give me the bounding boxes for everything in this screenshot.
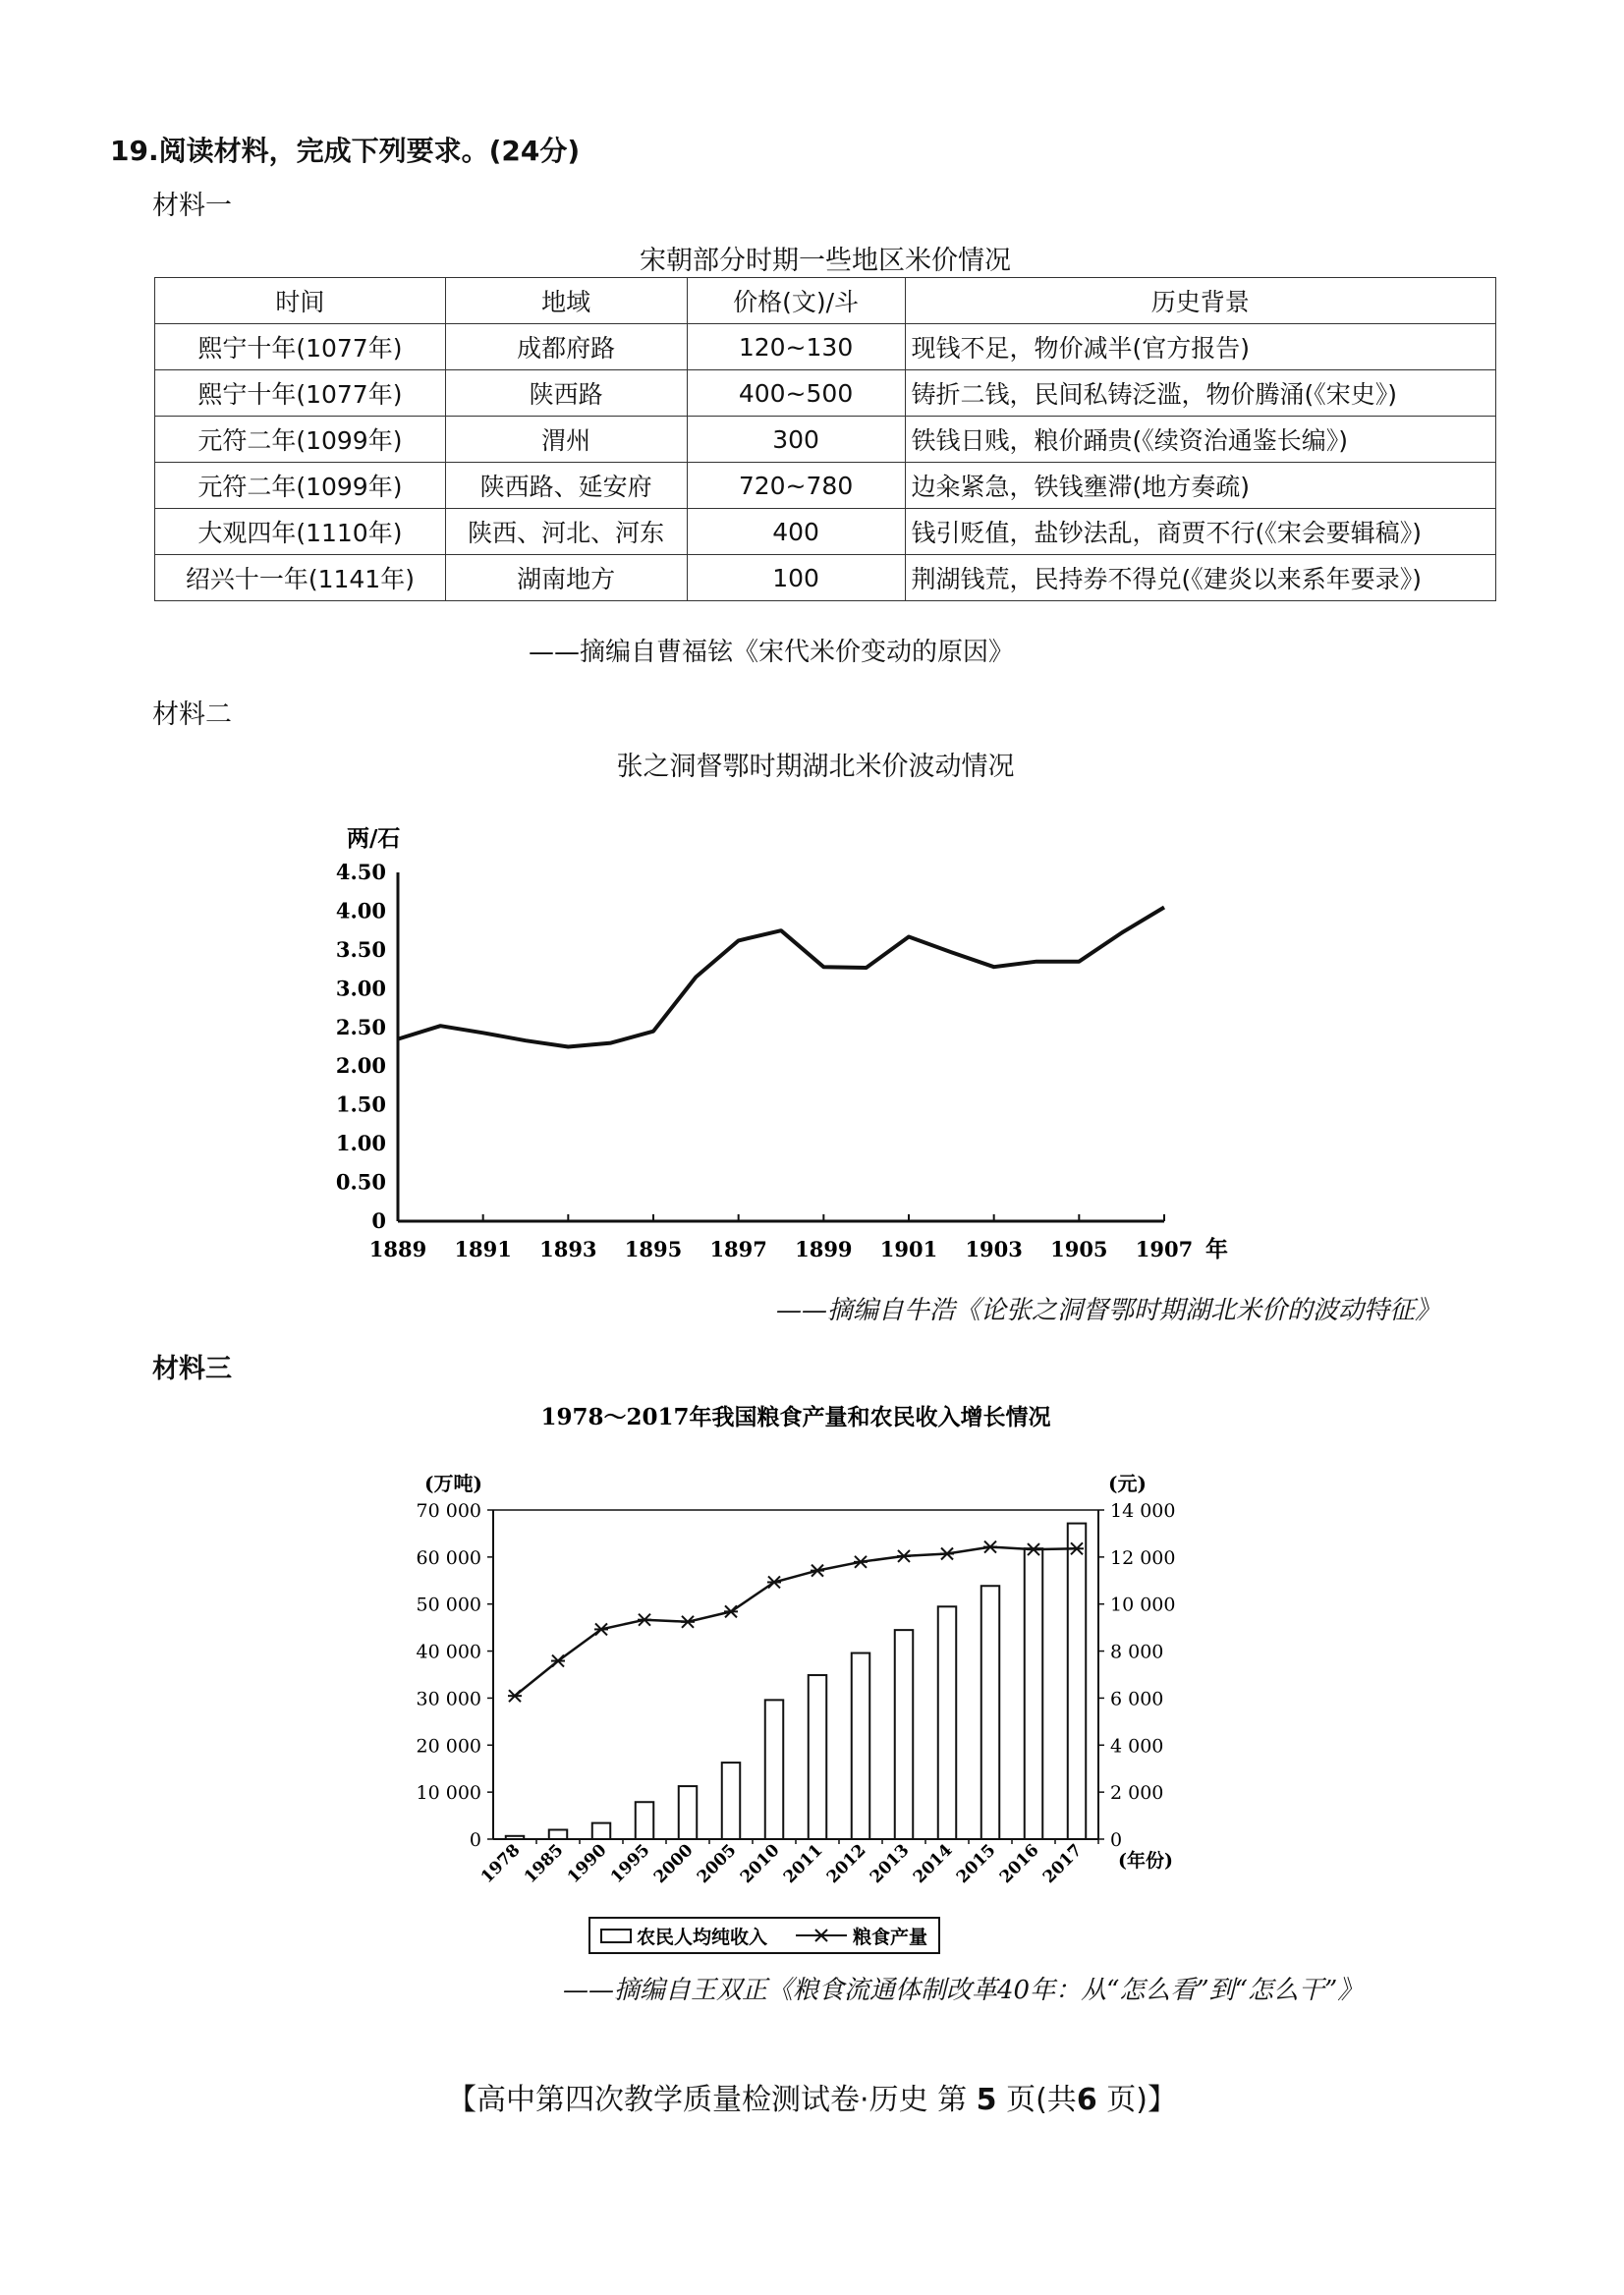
x-tick-label: 1889: [368, 1237, 427, 1261]
x-tick-label: 1891: [454, 1237, 512, 1261]
income-bar: [1068, 1524, 1086, 1839]
left-tick-label: 20 000: [416, 1735, 481, 1758]
grain-output-point: [767, 1576, 781, 1588]
income-bar: [679, 1786, 697, 1839]
footer-text: 页): [1106, 2083, 1148, 2117]
table-cell: 400~500: [687, 370, 905, 417]
x-tick-label: 2010: [736, 1840, 784, 1888]
table-cell: 元符二年(1099年): [155, 417, 446, 463]
table-header: 时间: [155, 278, 446, 324]
left-tick-label: 0: [469, 1829, 481, 1851]
grain-output-point: [508, 1690, 522, 1702]
legend-bar-swatch: [601, 1930, 631, 1942]
x-tick-label: 2015: [952, 1840, 1000, 1888]
income-bar: [506, 1836, 524, 1839]
x-axis-label: (年份): [1118, 1850, 1173, 1872]
grain-income-chart: [413, 1395, 1552, 2004]
right-tick-label: 6 000: [1110, 1688, 1164, 1710]
footer-page-number: 5: [976, 2083, 997, 2117]
x-tick-label: 2013: [866, 1840, 914, 1888]
rice-price-line: [398, 908, 1164, 1047]
income-bar: [938, 1606, 956, 1839]
rice-price-table: [154, 277, 1496, 601]
grain-output-point: [811, 1565, 824, 1577]
table-cell: 元符二年(1099年): [155, 463, 446, 509]
grain-output-point: [681, 1616, 695, 1628]
x-tick-label: 1905: [1050, 1237, 1108, 1261]
y-tick-label: 3.50: [335, 936, 386, 962]
table-header: 地域: [445, 278, 687, 324]
material1-caption: 宋朝部分时期一些地区米价情况: [640, 246, 1011, 276]
footer-text: 页(共: [1006, 2083, 1077, 2117]
table-cell: 钱引贬值，盐钞法乱，商贾不行(《宋会要辑稿》): [905, 509, 1496, 555]
material3-source: ——摘编自王双正《粮食流通体制改革40年：从“怎么看”到“怎么干”》: [563, 1976, 1364, 2005]
table-cell: 100: [687, 555, 905, 601]
material3-label: 材料三: [152, 1354, 232, 1384]
material2-caption: 张之洞督鄂时期湖北米价波动情况: [616, 752, 1015, 782]
income-bar: [549, 1829, 567, 1839]
table-cell: 渭州: [445, 417, 687, 463]
material1-source: ——摘编自曹福铉《宋代米价变动的原因》: [529, 638, 1015, 667]
x-tick-label: 2014: [909, 1840, 957, 1888]
grain-output-point: [983, 1541, 997, 1553]
income-bar: [1025, 1548, 1042, 1839]
x-tick-label: 1978: [476, 1840, 525, 1888]
table-header-row: [155, 278, 1496, 324]
x-tick-label: 1893: [539, 1237, 597, 1261]
table-cell: 现钱不足，物价减半(官方报告): [905, 324, 1496, 370]
left-tick-label: 70 000: [416, 1500, 481, 1522]
right-axis-label: (元): [1108, 1472, 1147, 1495]
x-tick-label: 1995: [606, 1840, 654, 1888]
x-tick-label: 2012: [822, 1840, 870, 1888]
table-cell: 熙宁十年(1077年): [155, 324, 446, 370]
legend-grain-label: 粮食产量: [853, 1927, 928, 1948]
table-header: 价格(文)/斗: [687, 278, 905, 324]
income-bar: [722, 1763, 740, 1839]
question-title: 19.阅读材料，完成下列要求。(24分): [110, 135, 581, 167]
left-tick-label: 40 000: [416, 1641, 481, 1663]
right-tick-label: 4 000: [1110, 1735, 1164, 1758]
grain-output-point: [897, 1550, 911, 1562]
material1-label: 材料一: [152, 191, 232, 221]
x-tick-label: 1901: [879, 1237, 938, 1261]
x-tick-label: 2016: [995, 1840, 1043, 1888]
table-cell: 铸折二钱，民间私铸泛滥，物价腾涌(《宋史》): [905, 370, 1496, 417]
y-tick-label: 4.00: [335, 898, 386, 924]
footer-bracket-open: 【: [447, 2083, 477, 2117]
x-tick-label: 1895: [624, 1237, 683, 1261]
left-tick-label: 10 000: [416, 1782, 481, 1805]
table-cell: 熙宁十年(1077年): [155, 370, 446, 417]
x-tick-label: 2000: [649, 1840, 698, 1888]
right-tick-label: 2 000: [1110, 1782, 1164, 1805]
x-tick-label: 1899: [795, 1237, 853, 1261]
grain-output-point: [551, 1655, 565, 1667]
right-tick-label: 0: [1110, 1829, 1123, 1851]
income-bar: [981, 1586, 999, 1839]
table-row: [155, 463, 1496, 509]
table-cell: 300: [687, 417, 905, 463]
table-cell: 400: [687, 509, 905, 555]
y-tick-label: 0: [371, 1208, 386, 1233]
table-header: 历史背景: [905, 278, 1496, 324]
table-cell: 120~130: [687, 324, 905, 370]
right-tick-label: 10 000: [1110, 1594, 1176, 1616]
income-bar: [809, 1675, 826, 1839]
right-tick-label: 8 000: [1110, 1641, 1164, 1663]
table-row: [155, 370, 1496, 417]
grain-output-point: [940, 1547, 954, 1559]
x-tick-label: 1985: [520, 1840, 568, 1888]
y-tick-label: 2.00: [335, 1053, 386, 1079]
table-row: [155, 509, 1496, 555]
y-tick-label: 2.50: [335, 1014, 386, 1039]
x-tick-label: 2011: [779, 1840, 827, 1888]
income-bar: [852, 1653, 869, 1839]
grain-output-point: [594, 1623, 608, 1635]
legend-income-label: 农民人均纯收入: [637, 1927, 768, 1948]
footer-total-pages: 6: [1076, 2083, 1097, 2117]
left-axis-label: (万吨): [424, 1472, 482, 1495]
table-cell: 铁钱日贱，粮价踊贵(《续资治通鉴长编》): [905, 417, 1496, 463]
table-row: [155, 555, 1496, 601]
y-tick-label: 4.50: [335, 860, 386, 884]
x-tick-label: 1903: [965, 1237, 1023, 1261]
x-tick-label: 1897: [709, 1237, 767, 1261]
income-bar: [765, 1700, 783, 1839]
grain-output-point: [724, 1605, 738, 1617]
table-cell: 陕西路、延安府: [445, 463, 687, 509]
grain-output-point: [638, 1614, 651, 1626]
table-cell: 大观四年(1110年): [155, 509, 446, 555]
income-bar: [636, 1802, 653, 1839]
table-cell: 720~780: [687, 463, 905, 509]
y-axis-label: 两/石: [347, 825, 401, 852]
y-tick-label: 3.00: [335, 976, 386, 1001]
grain-output-point: [854, 1556, 868, 1568]
x-axis-label: 年: [1205, 1236, 1228, 1262]
page-footer: [0, 2075, 1624, 2118]
left-tick-label: 50 000: [416, 1594, 481, 1616]
y-tick-label: 0.50: [335, 1169, 386, 1195]
table-row: [155, 417, 1496, 463]
left-tick-label: 60 000: [416, 1546, 481, 1569]
y-tick-label: 1.50: [335, 1092, 386, 1117]
footer-text: 高中第四次教学质量检测试卷·历史 第: [476, 2083, 968, 2117]
left-tick-label: 30 000: [416, 1688, 481, 1710]
income-bar: [592, 1823, 610, 1839]
material2-source: ——摘编自牛浩《论张之洞督鄂时期湖北米价的波动特征》: [776, 1296, 1441, 1325]
table-cell: 荆湖钱荒，民持券不得兑(《建炎以来系年要录》): [905, 555, 1496, 601]
material2-label: 材料二: [152, 700, 232, 730]
table-cell: 边籴紧急，铁钱壅滞(地方奏疏): [905, 463, 1496, 509]
chart-title: 1978～2017年我国粮食产量和农民收入增长情况: [540, 1404, 1051, 1430]
table-row: [155, 324, 1496, 370]
right-tick-label: 12 000: [1110, 1546, 1176, 1569]
x-tick-label: 2005: [693, 1840, 741, 1888]
rice-price-line-chart: [334, 806, 1258, 1287]
table-cell: 陕西路: [445, 370, 687, 417]
right-tick-label: 14 000: [1110, 1500, 1176, 1522]
income-bar: [895, 1630, 913, 1839]
x-tick-label: 2017: [1038, 1840, 1087, 1888]
y-tick-label: 1.00: [335, 1131, 386, 1156]
table-cell: 成都府路: [445, 324, 687, 370]
x-tick-label: 1990: [563, 1840, 611, 1888]
table-cell: 绍兴十一年(1141年): [155, 555, 446, 601]
footer-bracket-close: 】: [1147, 2083, 1177, 2117]
table-cell: 陕西、河北、河东: [445, 509, 687, 555]
table-cell: 湖南地方: [445, 555, 687, 601]
x-tick-label: 1907: [1135, 1237, 1194, 1261]
